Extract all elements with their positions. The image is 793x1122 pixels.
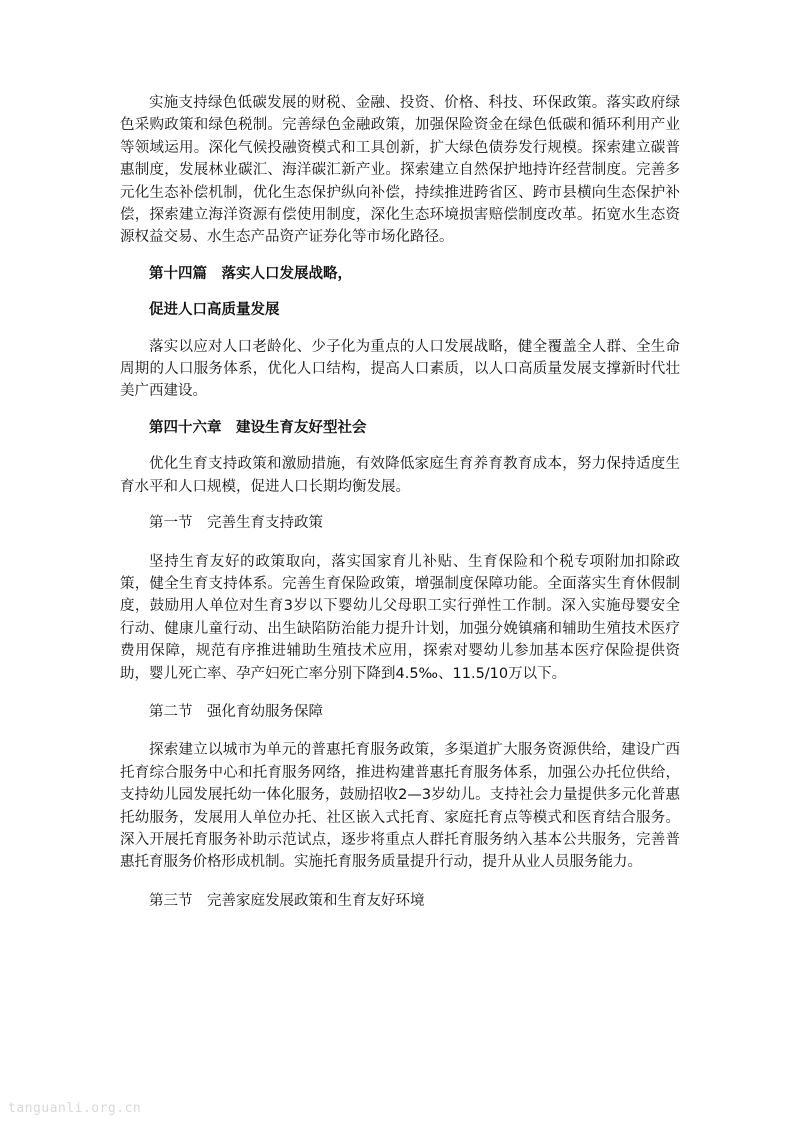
part-heading-population-strategy: 第十四篇 落实人口发展战略， [149,265,352,282]
section-heading-family-development-policy: 第三节 完善家庭发展政策和生育友好环境 [149,892,425,909]
section-heading-childcare-services: 第二节 强化育幼服务保障 [149,703,323,720]
document-body [120,92,680,912]
section-heading-fertility-support-policy: 第一节 完善生育支持政策 [149,515,323,532]
paragraph-childcare-services: 探索建立以城市为单元的普惠托育服务政策，多渠道扩大服务资源供给，建设广西托育综合服务中心和托育服务网络，推进构建普惠托育服务体系，加强公办托位供给，支持幼儿园发展托幼一体化服务，鼓励招收2—3岁幼儿。支持社会力量提供多元化普惠托幼服务，发展用人单位办托、社区嵌入式托育、家庭托育点等模式和医育结合服务。深入开展托育服务补助示范试点，逐步将重点人群托育服务纳入基本公共服务，完善普惠托育服务价格形成机制。实施托育服务质量提升行动，提升从业人员服务能力。 [120,742,680,871]
paragraph-population-strategy-intro: 落实以应对人口老龄化、少子化为重点的人口发展战略，健全覆盖全人群、全生命周期的人口服务体系，优化人口结构，提高人口素质，以人口高质量发展支撑新时代壮美广西建设。 [120,338,680,400]
paragraph-green-finance-policy: 实施支持绿色低碳发展的财税、金融、投资、价格、科技、环保政策。落实政府绿色采购政策和绿色税制。完善绿色金融政策，加强保险资金在绿色低碳和循环利用产业等领域运用。深化气候投融资模式和工具创新，扩大绿色债券发行规模。探索建立碳普惠制度，发展林业碳汇、海洋碳汇新产业。探索建立自然保护地持许经营制度。完善多元化生态补偿机制，优化生态保护纵向补偿，持续推进跨省区、跨市县横向生态保护补偿，探索建立海洋资源有偿使用制度，深化生态环境损害赔偿制度改革。拓宽水生态资源权益交易、水生态产品资产证券化等市场化路径。 [120,95,680,246]
paragraph-fertility-support-policy: 坚持生育友好的政策取向，落实国家育儿补贴、生育保险和个税专项附加扣除政策，健全生育支持体系。完善生育保险政策，增强制度保障功能。全面落实生育休假制度，鼓励用人单位对生育3岁以下婴幼儿父母职工实行弹性工作制。深入实施母婴安全行动、健康儿童行动、出生缺陷防治能力提升计划，加强分娩镇痛和辅助生殖技术医疗费用保障，规范有序推进辅助生殖技术应用，探索对婴幼儿参加基本医疗保险提供资助，婴儿死亡率、孕产妇死亡率分别下降到4.5‰、11.5/10万以下。 [120,553,680,682]
site-watermark: tanguanli.org.cn [8,1101,142,1116]
chapter-heading-fertility-friendly-society: 第四十六章 建设生育友好型社会 [149,419,367,436]
paragraph-fertility-support-intro: 优化生育支持政策和激励措施，有效降低家庭生育养育教育成本，努力保持适度生育水平和人口规模，促进人口长期均衡发展。 [120,456,680,495]
part-heading-population-quality: 促进人口高质量发展 [149,302,280,319]
